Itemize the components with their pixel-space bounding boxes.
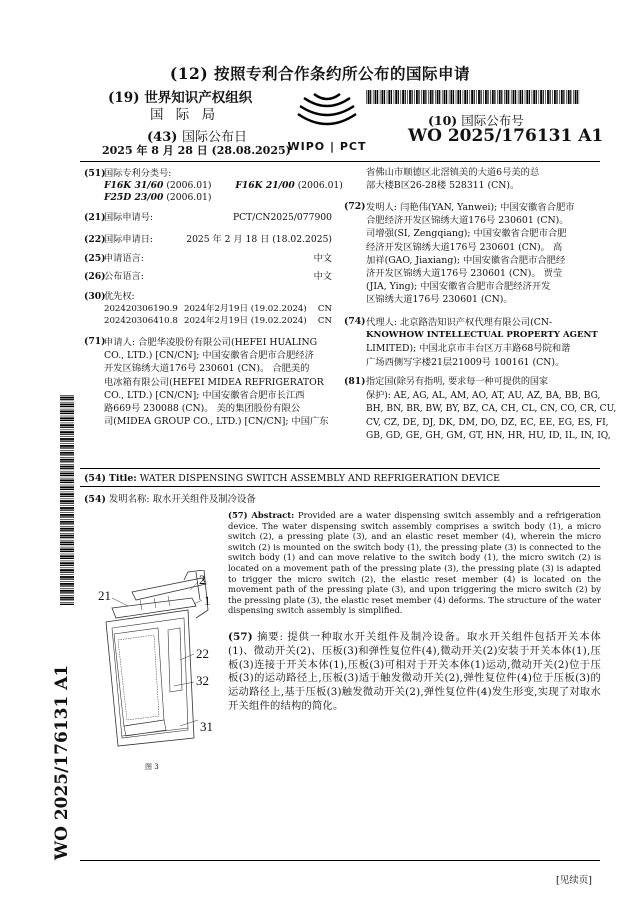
barcode-top [366, 90, 580, 104]
document-title: (12) 按照专利合作条约所公布的国际申请 [169, 64, 471, 83]
barcode-side [60, 395, 74, 605]
fig-label: 2 [199, 572, 206, 587]
applicant-continued: 省佛山市顺德区北滘镇美的大道6号美的总 部大楼B区26-28楼 528311 (CN)。 [366, 167, 540, 192]
abstract-cn: (57) 摘要: 提供一种取水开关组件及制冷设备。取水开关组件包括开关本体(1)、微动开关(2)、压板(3)和弹性复位件(4),微动开关(2)安装于开关本体(1),压板(3)连接于开关本体(1),压板(3)可相对于开关本体(1)运动,微动开关(2)位于压板(3)的运动路径上,压板(3)适于触发微动开关(2),弹性复位件(4)位于压板(3)的运动路径上,基于压板(3)触发微动开关(2),弹性复位件(4)发生形变,实现了对取水开关组件的结构的简化。 [228, 631, 601, 712]
field-22: (22) 国际申请日: 2025 年 2 月 18 日 (18.02.2025) [84, 234, 332, 245]
inventors: 发明人: 闫艳伟(YAN, Yanwei); 中国安徽省合肥市 合肥经济开发区锦绣大道176号 230601 (CN)。 司增强(SI, Zengqiang); 中国安徽省合肥市合肥 经济开发区锦绣大道176号 230601 (CN)。 高 加祥(GAO, Jiaxiang); 中国安徽省合肥市合肥经 济开发区锦绣大道176号 230601 (CN)。 贾莹 (JIA, Ying); 中国安徽省合肥市合肥经济开发 区锦绣大道176号 230601 (CN)。 [366, 202, 575, 306]
pub-number-label: (10) 国际公布号 [428, 113, 524, 128]
divider [80, 161, 600, 162]
fig-label: 21 [98, 588, 111, 603]
wipo-logo [284, 92, 370, 152]
ipc-line-2: F25D 23/00 (2006.01) [104, 192, 212, 203]
agent: 代理人: 北京路浩知识产权代理有限公司(CN- KNOWHOW INTELLECTUAL PROPERTY AGENT LIMITED); 中国北京市丰台区万丰路68号院和谐 广场西侧写字楼21层21009号 100161 (CN)。 [366, 317, 598, 368]
fig-label: 1 [204, 593, 211, 608]
pub-date-value: 2025 年 8 月 28 日 (28.08.2025) [102, 144, 291, 157]
field-25: (25) 申请语言: 中文 [84, 253, 332, 264]
divider [80, 486, 600, 487]
applicants: 申请人: 合肥华凌股份有限公司(HEFEI HUALING CO., LTD.) [CN/CN]; 中国安徽省合肥市合肥经济 开发区锦绣大道176号 230601 (CN)。 合肥美的 电冰箱有限公司(HEFEI MIDEA REFRIGERATOR CO., LTD.) [CN/CN]; 中国安徽省合肥市长江西 路669号 230088 (CN)。 美的集团股份有限公 司(MIDEA GROUP CO., LTD.) [CN/CN]; 中国广东 [104, 337, 329, 428]
abstract-en: (57) Abstract: Provided are a water dispensing switch assembly and a refrigeration device. The water dispensing switch assembly comprises a switch body (1), a micro switch (2), a pressing plate (3), and an elastic reset member (4), wherein the micro switch (2) is mounted on the switch body (1), the pressing plate (3) is connected to the switch body (1) and can move relative to the switch body (1), the micro switch (2) is located on a movement path of the pressing plate (3), the pressing plate (3) is adapted to trigger the micro switch (2), the elastic reset member (4) is located on the movement path of the pressing plate (3), and upon triggering the micro switch (2) by the pressing plate (3), the elastic reset member (4) deforms. The structure of the water dispensing switch assembly is simplified. [228, 510, 602, 616]
figure-caption: 图 3 [145, 763, 159, 771]
field-71: (71) [84, 336, 106, 347]
designated-states: 指定国(除另有指明, 要求每一种可提供的国家 保护): AE, AG, AL, AM, AO, AT, AU, AZ, BA, BB, BG, BH, BN, BR, BW, BY, BZ, CA, CH, CL, CN, CO, CR, CU, CV, CZ, DE, DJ, DK, DM, DO, DZ, EC, EE, EG, ES, FI, GB, GD, GE, GH, GM, GT, HN, HR, HU, ID, IL, IN, IQ, [366, 377, 617, 442]
pub-date-label: (43) 国际公布日 [147, 130, 247, 145]
figure-leader-lines [84, 570, 234, 755]
field-51: (51) 国际专利分类号: [84, 168, 172, 179]
side-pub-number: WO 2025/176131 A1 [52, 664, 72, 860]
field-21: (21) 国际申请号: PCT/CN2025/077900 [84, 212, 332, 223]
fig-label: 31 [200, 719, 213, 734]
pub-number: WO 2025/176131 A1 [408, 126, 604, 146]
org-name: (19) 世界知识产权组织 [108, 90, 253, 106]
org-sub: 国 际 局 [150, 107, 220, 123]
divider [80, 468, 600, 469]
field-74: (74) [344, 316, 366, 327]
field-26: (26) 公布语言: 中文 [84, 271, 332, 282]
title-cn: (54) 发明名称: 取水开关组件及制冷设备 [84, 494, 256, 505]
divider [80, 860, 600, 861]
priority-row: 202420306410.8 2024年2月19日 (19.02.2024) CN [104, 316, 332, 326]
priority-row: 202420306190.9 2024年2月19日 (19.02.2024) CN [104, 304, 332, 314]
continued-note: [见续页] [556, 875, 592, 886]
ipc-line-1: F16K 31/60 (2006.01) F16K 21/00 (2006.01) [104, 180, 343, 191]
fig-label: 22 [196, 646, 209, 661]
wipo-logo-text: WIPO | PCT [287, 140, 367, 153]
title-en: (54) Title: WATER DISPENSING SWITCH ASSEMBLY AND REFRIGERATION DEVICE [84, 473, 500, 484]
field-30: (30) 优先权: [84, 291, 135, 302]
field-72: (72) [344, 201, 366, 212]
fig-label: 32 [196, 673, 209, 688]
field-81: (81) [344, 376, 366, 387]
